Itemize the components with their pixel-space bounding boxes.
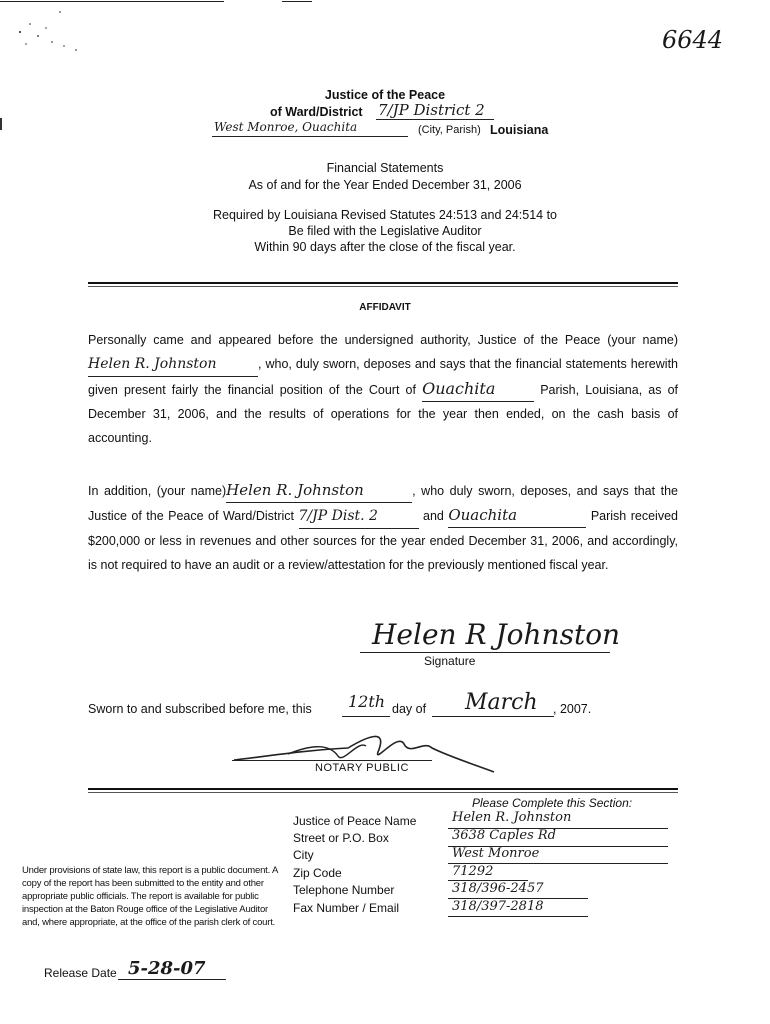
notary-label: NOTARY PUBLIC: [315, 762, 409, 774]
sworn-month: March: [465, 690, 538, 715]
top-rule-left: [0, 1, 224, 2]
release-date-underline: [118, 979, 226, 980]
value-zip: 71292: [452, 864, 494, 879]
requirement-line3: Within 90 days after the close of the fiscal year.: [254, 240, 516, 254]
label-fax: Fax Number / Email: [293, 901, 400, 915]
requirement-line1: Required by Louisiana Revised Statutes 24:513 and 24:514 to: [213, 208, 557, 222]
notary-line: [232, 760, 432, 761]
section-divider-top: [88, 282, 678, 287]
header-location-value: West Monroe, Ouachita: [214, 120, 358, 134]
p2-text-c: Parish received $200,000 or less in revenues and other sources for the year ended December 31, 2006, and accordingly, is not required to have an audit or a review/attestation for the previously mentioned fiscal year.: [88, 509, 678, 572]
header-state: Louisiana: [490, 123, 549, 137]
p1-name: Helen R. Johnston: [88, 352, 258, 377]
sworn-text-a: Sworn to and subscribed before me, this: [88, 702, 312, 716]
sworn-text-b: day of: [392, 702, 427, 716]
affidavit-paragraph-1: [88, 328, 678, 450]
fax-speckle-marks: [8, 6, 88, 54]
p1-text-c: Parish, Louisiana, as of December 31, 2006, and the results of operations for the year then ended, on the cash basis of accounting.: [88, 383, 678, 445]
p2-name: Helen R. Johnston: [226, 478, 412, 503]
signature-label: Signature: [424, 654, 476, 668]
label-zip: Zip Code: [293, 866, 342, 880]
left-edge-mark: [0, 118, 2, 130]
public-document-notice: Under provisions of state law, this report is a public document. A copy of the report has been submitted to the entity and other appropriate public officials. The report is available for public inspection at the Baton Rouge office of the Legislative Auditor and, where appropriate, at the office of the parish clerk of court.: [22, 865, 278, 928]
p2-district: 7/JP Dist. 2: [299, 504, 419, 529]
p2-and: and: [423, 509, 444, 523]
header-title: Justice of the Peace: [324, 88, 446, 102]
header-district-value: 7/JP District 2: [378, 101, 485, 119]
label-telephone: Telephone Number: [293, 883, 395, 897]
statement-title: Financial Statements: [326, 161, 444, 175]
sworn-day: 12th: [348, 692, 386, 711]
sworn-day-underline: [342, 716, 390, 717]
form-number: 6644: [662, 26, 724, 54]
p1-text-a: Personally came and appeared before the undersigned authority, Justice of the Peace (your name): [88, 333, 678, 347]
top-rule-right: [282, 1, 312, 2]
value-justice-name: Helen R. Johnston: [452, 810, 572, 825]
value-city: West Monroe: [452, 846, 540, 861]
affidavit-title: AFFIDAVIT: [359, 302, 411, 313]
header-district-label: of Ward/District: [270, 105, 363, 119]
p2-text-b: , who duly sworn, deposes, and says that the Justice of the Peace of Ward/District: [88, 484, 679, 523]
label-justice-name: Justice of Peace Name: [293, 814, 417, 828]
sworn-month-underline: [432, 716, 554, 717]
header-location-underline: [212, 136, 408, 137]
release-date-label: Release Date: [44, 966, 117, 980]
statement-period: As of and for the Year Ended December 31, 2006: [248, 178, 522, 192]
sworn-year: , 2007.: [553, 702, 592, 716]
release-date-value: 5-28-07: [128, 958, 206, 979]
p2-text-a: In addition, (your name): [88, 484, 227, 498]
line-fax: [448, 916, 588, 917]
requirement-line2: Be filed with the Legislative Auditor: [288, 224, 482, 238]
p2-parish: Ouachita: [448, 503, 586, 528]
signature-line: [360, 652, 610, 653]
affiant-signature: Helen R Johnston: [372, 618, 621, 651]
value-street: 3638 Caples Rd: [452, 828, 556, 843]
label-city: City: [293, 848, 314, 862]
value-telephone: 318/396-2457: [452, 881, 544, 896]
p1-text-b: , who, duly sworn, deposes and says that the financial statements herewith given present fairly the financial position of the Court of: [88, 357, 678, 397]
p1-court: Ouachita: [422, 377, 534, 402]
value-fax: 318/397-2818: [452, 899, 544, 914]
section-header: Please Complete this Section:: [472, 796, 633, 810]
label-street: Street or P.O. Box: [293, 831, 389, 845]
header-district-underline: [376, 119, 494, 120]
header-location-label: (City, Parish): [418, 124, 481, 136]
affidavit-paragraph-2: [88, 478, 678, 577]
section-divider-bottom: [88, 788, 678, 793]
